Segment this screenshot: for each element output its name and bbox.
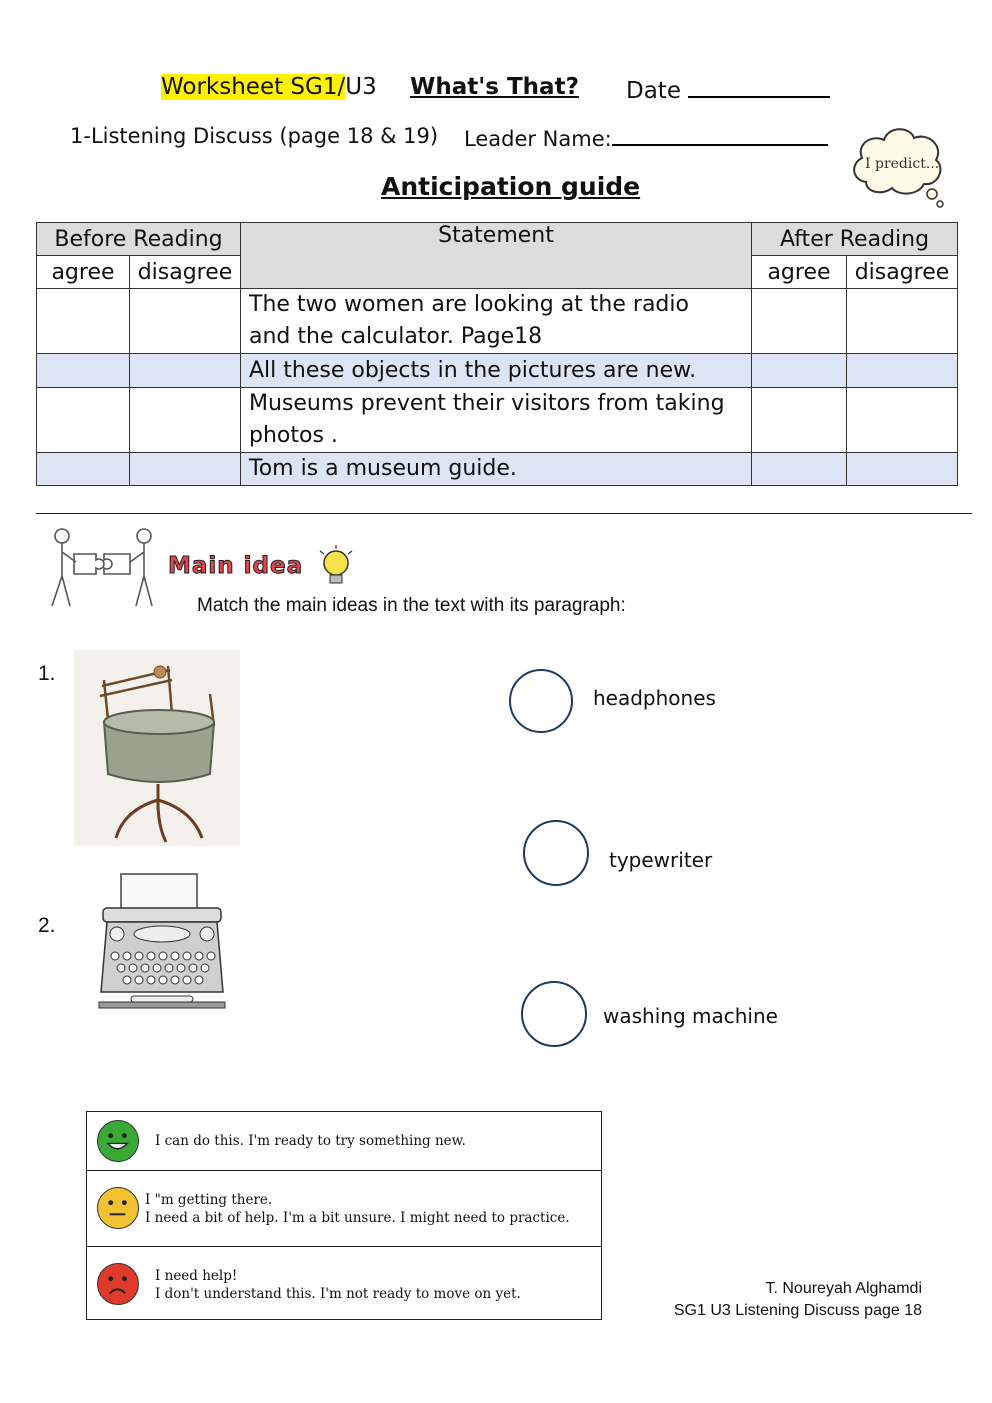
answer-circle-typewriter[interactable]: [523, 820, 589, 886]
statement-cell: All these objects in the pictures are new.: [241, 354, 752, 388]
after-agree-cell[interactable]: [752, 453, 847, 486]
main-idea-instruction: Match the main ideas in the text with its paragraph:: [197, 595, 626, 616]
statement-cell: The two women are looking at the radio and the calculator. Page18: [241, 289, 752, 354]
after-disagree-cell[interactable]: [847, 453, 958, 486]
before-agree-cell[interactable]: [37, 388, 130, 453]
answer-circle-washing-machine[interactable]: [521, 981, 587, 1047]
happy-face-icon: [97, 1120, 139, 1162]
after-disagree-header: disagree: [847, 256, 958, 289]
predict-bubble-text: I predict...: [865, 156, 940, 172]
unit-label: U3: [345, 74, 377, 100]
neutral-face-icon: [97, 1187, 139, 1229]
activity-label: 1-Listening Discuss (page 18 & 19): [70, 124, 439, 148]
before-disagree-header: disagree: [130, 256, 241, 289]
guide-title: Anticipation guide: [381, 172, 641, 201]
table-row: [37, 453, 958, 486]
item-number-2: 2.: [38, 914, 56, 937]
after-reading-header: After Reading: [752, 223, 958, 256]
option-headphones: headphones: [593, 686, 716, 710]
answer-circle-headphones[interactable]: [509, 669, 573, 733]
assessment-text-red: I need help! I don't understand this. I'm not ready to move on yet.: [155, 1268, 521, 1302]
before-agree-cell[interactable]: [37, 453, 130, 486]
footer-course-page: SG1 U3 Listening Discuss page 18: [673, 1302, 922, 1319]
table-row: [37, 289, 958, 354]
before-disagree-cell[interactable]: [130, 289, 241, 354]
self-assessment-box: [86, 1111, 602, 1320]
leader-label: Leader Name:: [464, 127, 612, 151]
assessment-text-green: I can do this. I'm ready to try something new.: [155, 1133, 466, 1149]
before-reading-header: Before Reading: [37, 223, 241, 256]
after-agree-cell[interactable]: [752, 388, 847, 453]
main-idea-logo: [168, 553, 303, 579]
before-agree-cell[interactable]: [37, 354, 130, 388]
assessment-row-green[interactable]: [87, 1112, 601, 1170]
date-field: [626, 74, 830, 104]
before-agree-header: agree: [37, 256, 130, 289]
main-idea-logo-text: Main idea: [168, 553, 304, 579]
after-disagree-cell[interactable]: [847, 354, 958, 388]
section-divider: [36, 513, 972, 514]
option-typewriter: typewriter: [609, 848, 713, 872]
before-disagree-cell[interactable]: [130, 388, 241, 453]
typewriter-picture: [97, 872, 227, 1010]
before-agree-cell[interactable]: [37, 289, 130, 354]
after-disagree-cell[interactable]: [847, 289, 958, 354]
table-row: [37, 354, 958, 388]
lesson-title: What's That?: [410, 74, 579, 100]
statement-cell: Museums prevent their visitors from taking photos .: [241, 388, 752, 453]
date-label: Date: [626, 78, 681, 104]
table-row: [37, 388, 958, 453]
anticipation-table: [36, 222, 958, 486]
before-disagree-cell[interactable]: [130, 453, 241, 486]
leader-blank[interactable]: [612, 124, 828, 146]
item-number-1: 1.: [38, 662, 56, 685]
statement-header: Statement: [241, 223, 752, 289]
washing-machine-picture: [74, 650, 240, 846]
worksheet-title-line: [161, 74, 377, 100]
after-agree-cell[interactable]: [752, 289, 847, 354]
assessment-row-yellow[interactable]: [87, 1170, 601, 1246]
date-blank[interactable]: [688, 74, 830, 98]
before-disagree-cell[interactable]: [130, 354, 241, 388]
option-washing-machine: washing machine: [603, 1004, 778, 1028]
footer: [674, 1278, 922, 1322]
sad-face-icon: [97, 1263, 139, 1305]
worksheet-label: Worksheet SG1/: [161, 74, 346, 100]
leader-field: [464, 124, 828, 151]
after-agree-header: agree: [752, 256, 847, 289]
activity-line: [70, 124, 438, 148]
footer-author: T. Noureyah Alghamdi: [765, 1280, 922, 1297]
predict-bubble-icon: [848, 120, 948, 210]
after-disagree-cell[interactable]: [847, 388, 958, 453]
assessment-row-red[interactable]: [87, 1246, 601, 1320]
after-agree-cell[interactable]: [752, 354, 847, 388]
puzzle-people-icon: [44, 526, 160, 612]
assessment-text-yellow: I "m getting there. I need a bit of help. I'm a bit unsure. I might need to practice.: [145, 1192, 570, 1226]
lightbulb-icon: [316, 545, 356, 591]
statement-cell: Tom is a museum guide.: [241, 453, 752, 486]
